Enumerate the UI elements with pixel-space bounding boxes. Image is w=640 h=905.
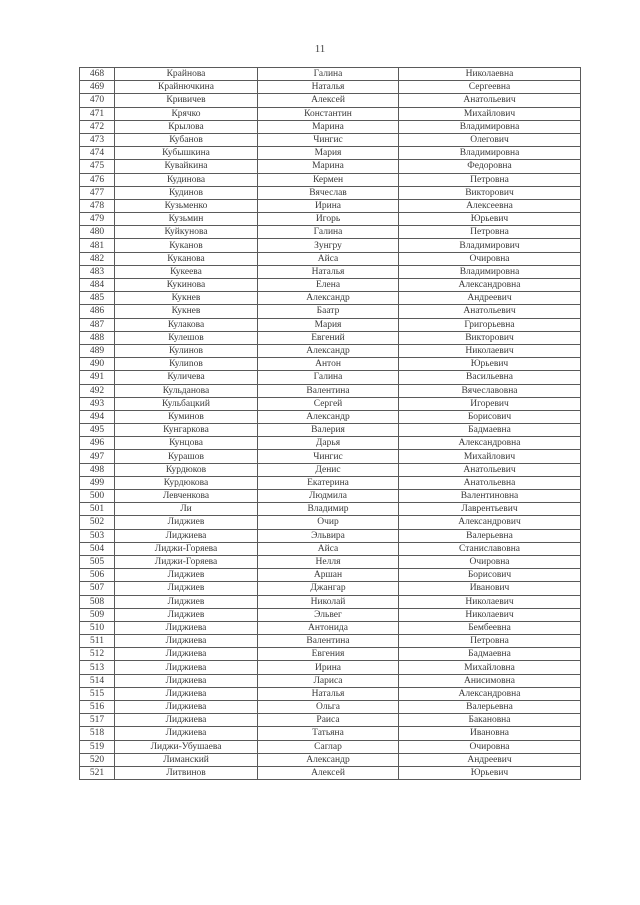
- last-name-cell: Крылова: [115, 120, 258, 133]
- row-number-cell: 515: [80, 687, 115, 700]
- table-row: [80, 344, 581, 357]
- first-name-cell: Аршан: [258, 569, 399, 582]
- table-row: [80, 463, 581, 476]
- table-row: [80, 490, 581, 503]
- patronymic-cell: Анатольевич: [399, 94, 581, 107]
- last-name-cell: Лиджиев: [115, 582, 258, 595]
- patronymic-cell: Владимировна: [399, 265, 581, 278]
- row-number-cell: 473: [80, 133, 115, 146]
- patronymic-cell: Алексеевна: [399, 199, 581, 212]
- patronymic-cell: Николаевич: [399, 344, 581, 357]
- first-name-cell: Дарья: [258, 437, 399, 450]
- table-row: [80, 213, 581, 226]
- last-name-cell: Кулинов: [115, 344, 258, 357]
- table-row: [80, 173, 581, 186]
- row-number-cell: 488: [80, 331, 115, 344]
- row-number-cell: 503: [80, 529, 115, 542]
- first-name-cell: Евгения: [258, 648, 399, 661]
- first-name-cell: Эльвег: [258, 608, 399, 621]
- first-name-cell: Айса: [258, 252, 399, 265]
- table-row: [80, 714, 581, 727]
- first-name-cell: Наталья: [258, 265, 399, 278]
- patronymic-cell: Бадмаевна: [399, 648, 581, 661]
- last-name-cell: Кувайкина: [115, 160, 258, 173]
- last-name-cell: Лиджиева: [115, 701, 258, 714]
- last-name-cell: Кулешов: [115, 331, 258, 344]
- patronymic-cell: Анисимовна: [399, 674, 581, 687]
- table-row: [80, 635, 581, 648]
- last-name-cell: Кунгаркова: [115, 424, 258, 437]
- row-number-cell: 506: [80, 569, 115, 582]
- last-name-cell: Курдюкова: [115, 476, 258, 489]
- patronymic-cell: Станиславовна: [399, 542, 581, 555]
- first-name-cell: Александр: [258, 344, 399, 357]
- table-row: [80, 661, 581, 674]
- patronymic-cell: Борисович: [399, 410, 581, 423]
- last-name-cell: Куминов: [115, 410, 258, 423]
- table-row: [80, 81, 581, 94]
- first-name-cell: Антон: [258, 358, 399, 371]
- row-number-cell: 485: [80, 292, 115, 305]
- table-row: [80, 107, 581, 120]
- patronymic-cell: Александровна: [399, 279, 581, 292]
- table-row: [80, 740, 581, 753]
- first-name-cell: Кермен: [258, 173, 399, 186]
- table-row: [80, 766, 581, 779]
- roster-body: [80, 68, 581, 780]
- first-name-cell: Владимир: [258, 503, 399, 516]
- last-name-cell: Ли: [115, 503, 258, 516]
- last-name-cell: Лиджиева: [115, 674, 258, 687]
- row-number-cell: 483: [80, 265, 115, 278]
- row-number-cell: 493: [80, 397, 115, 410]
- last-name-cell: Лиджиев: [115, 569, 258, 582]
- first-name-cell: Игорь: [258, 213, 399, 226]
- last-name-cell: Кульданова: [115, 384, 258, 397]
- first-name-cell: Эльвира: [258, 529, 399, 542]
- row-number-cell: 490: [80, 358, 115, 371]
- patronymic-cell: Бадмаевна: [399, 424, 581, 437]
- last-name-cell: Левченкова: [115, 490, 258, 503]
- first-name-cell: Баатр: [258, 305, 399, 318]
- roster-table: [79, 67, 581, 780]
- row-number-cell: 489: [80, 344, 115, 357]
- patronymic-cell: Владимировна: [399, 147, 581, 160]
- first-name-cell: Алексей: [258, 766, 399, 779]
- row-number-cell: 501: [80, 503, 115, 516]
- last-name-cell: Кривичев: [115, 94, 258, 107]
- last-name-cell: Лиджиев: [115, 595, 258, 608]
- patronymic-cell: Сергеевна: [399, 81, 581, 94]
- first-name-cell: Лариса: [258, 674, 399, 687]
- last-name-cell: Куйкунова: [115, 226, 258, 239]
- row-number-cell: 480: [80, 226, 115, 239]
- patronymic-cell: Николаевич: [399, 595, 581, 608]
- table-row: [80, 239, 581, 252]
- last-name-cell: Лиджи-Убушаева: [115, 740, 258, 753]
- row-number-cell: 511: [80, 635, 115, 648]
- patronymic-cell: Юрьевич: [399, 358, 581, 371]
- first-name-cell: Чингис: [258, 133, 399, 146]
- first-name-cell: Вячеслав: [258, 186, 399, 199]
- row-number-cell: 509: [80, 608, 115, 621]
- last-name-cell: Лиджиева: [115, 621, 258, 634]
- last-name-cell: Лиманский: [115, 753, 258, 766]
- row-number-cell: 495: [80, 424, 115, 437]
- first-name-cell: Александр: [258, 292, 399, 305]
- row-number-cell: 498: [80, 463, 115, 476]
- row-number-cell: 499: [80, 476, 115, 489]
- patronymic-cell: Юрьевич: [399, 766, 581, 779]
- first-name-cell: Чингис: [258, 450, 399, 463]
- patronymic-cell: Очировна: [399, 740, 581, 753]
- last-name-cell: Кузьменко: [115, 199, 258, 212]
- last-name-cell: Кукнев: [115, 305, 258, 318]
- patronymic-cell: Григорьевна: [399, 318, 581, 331]
- last-name-cell: Курашов: [115, 450, 258, 463]
- row-number-cell: 491: [80, 371, 115, 384]
- row-number-cell: 518: [80, 727, 115, 740]
- patronymic-cell: Очировна: [399, 252, 581, 265]
- row-number-cell: 478: [80, 199, 115, 212]
- last-name-cell: Литвинов: [115, 766, 258, 779]
- first-name-cell: Алексей: [258, 94, 399, 107]
- last-name-cell: Кукеева: [115, 265, 258, 278]
- row-number-cell: 521: [80, 766, 115, 779]
- last-name-cell: Кулакова: [115, 318, 258, 331]
- row-number-cell: 508: [80, 595, 115, 608]
- first-name-cell: Елена: [258, 279, 399, 292]
- table-row: [80, 701, 581, 714]
- first-name-cell: Марина: [258, 120, 399, 133]
- last-name-cell: Кубышкина: [115, 147, 258, 160]
- row-number-cell: 492: [80, 384, 115, 397]
- patronymic-cell: Олегович: [399, 133, 581, 146]
- first-name-cell: Нелля: [258, 555, 399, 568]
- last-name-cell: Куличева: [115, 371, 258, 384]
- patronymic-cell: Владимировна: [399, 120, 581, 133]
- patronymic-cell: Петровна: [399, 635, 581, 648]
- patronymic-cell: Михайловна: [399, 661, 581, 674]
- row-number-cell: 482: [80, 252, 115, 265]
- first-name-cell: Екатерина: [258, 476, 399, 489]
- table-row: [80, 410, 581, 423]
- patronymic-cell: Петровна: [399, 173, 581, 186]
- table-row: [80, 279, 581, 292]
- row-number-cell: 497: [80, 450, 115, 463]
- table-row: [80, 648, 581, 661]
- patronymic-cell: Юрьевич: [399, 213, 581, 226]
- first-name-cell: Татьяна: [258, 727, 399, 740]
- patronymic-cell: Николаевич: [399, 608, 581, 621]
- first-name-cell: Наталья: [258, 81, 399, 94]
- patronymic-cell: Михайлович: [399, 450, 581, 463]
- row-number-cell: 507: [80, 582, 115, 595]
- row-number-cell: 502: [80, 516, 115, 529]
- table-row: [80, 305, 581, 318]
- last-name-cell: Лиджи-Горяева: [115, 542, 258, 555]
- table-row: [80, 674, 581, 687]
- first-name-cell: Денис: [258, 463, 399, 476]
- first-name-cell: Ольга: [258, 701, 399, 714]
- first-name-cell: Александр: [258, 753, 399, 766]
- table-row: [80, 569, 581, 582]
- patronymic-cell: Лаврентьевич: [399, 503, 581, 516]
- last-name-cell: Кунцова: [115, 437, 258, 450]
- table-row: [80, 292, 581, 305]
- table-row: [80, 476, 581, 489]
- first-name-cell: Евгений: [258, 331, 399, 344]
- first-name-cell: Раиса: [258, 714, 399, 727]
- table-row: [80, 265, 581, 278]
- patronymic-cell: Владимирович: [399, 239, 581, 252]
- patronymic-cell: Александровна: [399, 437, 581, 450]
- first-name-cell: Валентина: [258, 384, 399, 397]
- patronymic-cell: Вячеславовна: [399, 384, 581, 397]
- row-number-cell: 472: [80, 120, 115, 133]
- last-name-cell: Лиджиева: [115, 648, 258, 661]
- first-name-cell: Сергей: [258, 397, 399, 410]
- table-row: [80, 358, 581, 371]
- table-row: [80, 68, 581, 81]
- patronymic-cell: Викторович: [399, 331, 581, 344]
- table-row: [80, 555, 581, 568]
- table-row: [80, 582, 581, 595]
- table-row: [80, 621, 581, 634]
- table-row: [80, 529, 581, 542]
- first-name-cell: Александр: [258, 410, 399, 423]
- first-name-cell: Мария: [258, 147, 399, 160]
- first-name-cell: Антонида: [258, 621, 399, 634]
- table-row: [80, 331, 581, 344]
- patronymic-cell: Петровна: [399, 226, 581, 239]
- last-name-cell: Лиджиева: [115, 727, 258, 740]
- table-row: [80, 160, 581, 173]
- first-name-cell: Джангар: [258, 582, 399, 595]
- table-row: [80, 371, 581, 384]
- first-name-cell: Галина: [258, 371, 399, 384]
- last-name-cell: Кудинов: [115, 186, 258, 199]
- last-name-cell: Кульбацкий: [115, 397, 258, 410]
- first-name-cell: Николай: [258, 595, 399, 608]
- table-row: [80, 94, 581, 107]
- table-row: [80, 450, 581, 463]
- patronymic-cell: Бембеевна: [399, 621, 581, 634]
- patronymic-cell: Иванович: [399, 582, 581, 595]
- first-name-cell: Марина: [258, 160, 399, 173]
- first-name-cell: Валентина: [258, 635, 399, 648]
- row-number-cell: 519: [80, 740, 115, 753]
- last-name-cell: Лиджиева: [115, 714, 258, 727]
- first-name-cell: Константин: [258, 107, 399, 120]
- first-name-cell: Ирина: [258, 661, 399, 674]
- table-row: [80, 424, 581, 437]
- patronymic-cell: Валерьевна: [399, 529, 581, 542]
- table-row: [80, 318, 581, 331]
- last-name-cell: Лиджи-Горяева: [115, 555, 258, 568]
- first-name-cell: Наталья: [258, 687, 399, 700]
- row-number-cell: 470: [80, 94, 115, 107]
- last-name-cell: Кузьмин: [115, 213, 258, 226]
- table-row: [80, 687, 581, 700]
- table-row: [80, 384, 581, 397]
- row-number-cell: 513: [80, 661, 115, 674]
- row-number-cell: 476: [80, 173, 115, 186]
- last-name-cell: Крайнова: [115, 68, 258, 81]
- patronymic-cell: Михайлович: [399, 107, 581, 120]
- last-name-cell: Лиджиева: [115, 661, 258, 674]
- table-row: [80, 542, 581, 555]
- last-name-cell: Крайнючкина: [115, 81, 258, 94]
- patronymic-cell: Александрович: [399, 516, 581, 529]
- last-name-cell: Кубанов: [115, 133, 258, 146]
- patronymic-cell: Анатольевич: [399, 305, 581, 318]
- patronymic-cell: Очировна: [399, 555, 581, 568]
- last-name-cell: Куканов: [115, 239, 258, 252]
- last-name-cell: Кудинова: [115, 173, 258, 186]
- row-number-cell: 516: [80, 701, 115, 714]
- table-row: [80, 516, 581, 529]
- patronymic-cell: Николаевна: [399, 68, 581, 81]
- last-name-cell: Лиджиев: [115, 516, 258, 529]
- row-number-cell: 494: [80, 410, 115, 423]
- patronymic-cell: Анатольевич: [399, 463, 581, 476]
- row-number-cell: 469: [80, 81, 115, 94]
- last-name-cell: Лиджиева: [115, 687, 258, 700]
- table-row: [80, 120, 581, 133]
- table-row: [80, 226, 581, 239]
- patronymic-cell: Валентиновна: [399, 490, 581, 503]
- patronymic-cell: Васильевна: [399, 371, 581, 384]
- first-name-cell: Валерия: [258, 424, 399, 437]
- first-name-cell: Очир: [258, 516, 399, 529]
- page-number: 11: [314, 43, 326, 55]
- last-name-cell: Лиджиева: [115, 635, 258, 648]
- patronymic-cell: Федоровна: [399, 160, 581, 173]
- patronymic-cell: Игоревич: [399, 397, 581, 410]
- patronymic-cell: Александровна: [399, 687, 581, 700]
- patronymic-cell: Андреевич: [399, 753, 581, 766]
- row-number-cell: 474: [80, 147, 115, 160]
- table-row: [80, 252, 581, 265]
- patronymic-cell: Викторович: [399, 186, 581, 199]
- first-name-cell: Зунгру: [258, 239, 399, 252]
- first-name-cell: Ирина: [258, 199, 399, 212]
- table-row: [80, 397, 581, 410]
- table-row: [80, 595, 581, 608]
- last-name-cell: Лиджиев: [115, 608, 258, 621]
- row-number-cell: 520: [80, 753, 115, 766]
- row-number-cell: 481: [80, 239, 115, 252]
- row-number-cell: 510: [80, 621, 115, 634]
- last-name-cell: Курдюков: [115, 463, 258, 476]
- row-number-cell: 468: [80, 68, 115, 81]
- row-number-cell: 517: [80, 714, 115, 727]
- patronymic-cell: Валерьевна: [399, 701, 581, 714]
- table-row: [80, 186, 581, 199]
- last-name-cell: Кукинова: [115, 279, 258, 292]
- row-number-cell: 505: [80, 555, 115, 568]
- table-row: [80, 147, 581, 160]
- first-name-cell: Галина: [258, 226, 399, 239]
- row-number-cell: 486: [80, 305, 115, 318]
- table-row: [80, 437, 581, 450]
- row-number-cell: 496: [80, 437, 115, 450]
- first-name-cell: Галина: [258, 68, 399, 81]
- last-name-cell: Кукнев: [115, 292, 258, 305]
- first-name-cell: Саглар: [258, 740, 399, 753]
- row-number-cell: 477: [80, 186, 115, 199]
- last-name-cell: Кулиnов: [115, 358, 258, 371]
- patronymic-cell: Борисович: [399, 569, 581, 582]
- first-name-cell: Айса: [258, 542, 399, 555]
- table-row: [80, 753, 581, 766]
- row-number-cell: 484: [80, 279, 115, 292]
- last-name-cell: Лиджиева: [115, 529, 258, 542]
- patronymic-cell: Андреевич: [399, 292, 581, 305]
- row-number-cell: 504: [80, 542, 115, 555]
- last-name-cell: Крячко: [115, 107, 258, 120]
- last-name-cell: Куканова: [115, 252, 258, 265]
- table-row: [80, 199, 581, 212]
- row-number-cell: 479: [80, 213, 115, 226]
- table-row: [80, 503, 581, 516]
- row-number-cell: 512: [80, 648, 115, 661]
- row-number-cell: 487: [80, 318, 115, 331]
- row-number-cell: 475: [80, 160, 115, 173]
- row-number-cell: 500: [80, 490, 115, 503]
- table-row: [80, 133, 581, 146]
- first-name-cell: Мария: [258, 318, 399, 331]
- patronymic-cell: Бакановна: [399, 714, 581, 727]
- first-name-cell: Людмила: [258, 490, 399, 503]
- table-row: [80, 727, 581, 740]
- patronymic-cell: Анатольевна: [399, 476, 581, 489]
- patronymic-cell: Ивановна: [399, 727, 581, 740]
- row-number-cell: 471: [80, 107, 115, 120]
- row-number-cell: 514: [80, 674, 115, 687]
- table-row: [80, 608, 581, 621]
